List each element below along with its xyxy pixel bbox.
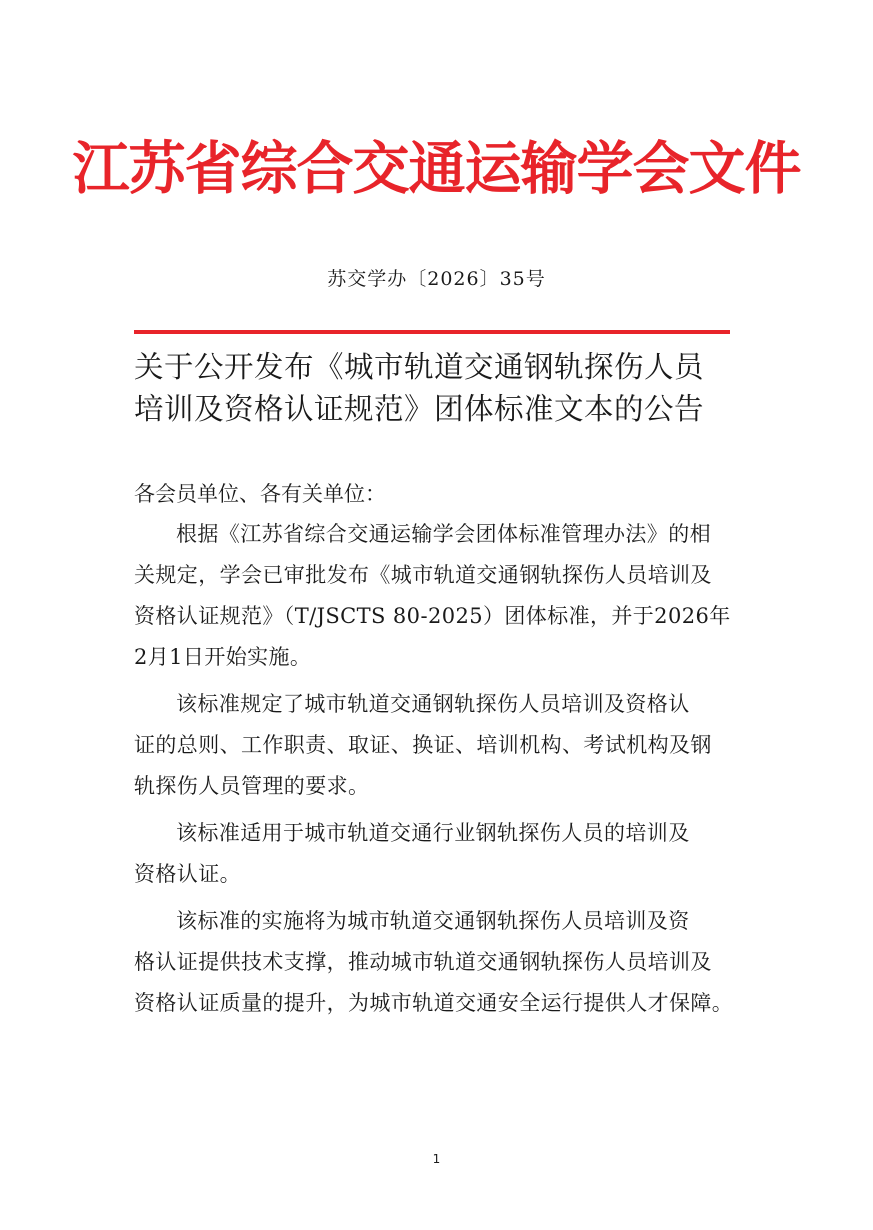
masthead-title: 江苏省综合交通运输学会文件 <box>72 135 801 202</box>
paragraph <box>134 514 744 678</box>
title-line: 关于公开发布《城市轨道交通钢轨探伤人员 <box>134 350 705 384</box>
salutation: 各会员单位、各有关单位： <box>134 482 386 506</box>
body-text <box>134 514 744 1030</box>
notice-title <box>134 346 744 430</box>
paragraph-line: 该标准适用于城市轨道交通行业钢轨探伤人员的培训及 <box>176 821 690 845</box>
paragraph-line: 格认证提供技术支撑，推动城市轨道交通钢轨探伤人员培训及 <box>134 950 712 974</box>
paragraph-line: 该标准的实施将为城市轨道交通钢轨探伤人员培训及资 <box>176 909 690 933</box>
paragraph <box>134 901 744 1024</box>
paragraph-line: 资格认证规范》（T/JSCTS 80-2025）团体标准，并于2026年 <box>134 604 731 628</box>
paragraph-line: 根据《江苏省综合交通运输学会团体标准管理办法》的相 <box>176 522 711 546</box>
paragraph <box>134 684 744 807</box>
paragraph-line: 该标准规定了城市轨道交通钢轨探伤人员培训及资格认 <box>176 692 690 716</box>
paragraph-line: 2月1日开始实施。 <box>134 645 312 669</box>
document-number: 苏交学办〔2026〕35号 <box>327 268 546 290</box>
paragraph-line: 资格认证。 <box>134 862 241 886</box>
page-number: 1 <box>432 1152 441 1166</box>
paragraph <box>134 813 744 895</box>
paragraph-line: 关规定，学会已审批发布《城市轨道交通钢轨探伤人员培训及 <box>134 563 712 587</box>
paragraph-line: 轨探伤人员管理的要求。 <box>134 774 370 798</box>
red-divider-line <box>134 330 730 334</box>
paragraph-line: 资格认证质量的提升，为城市轨道交通安全运行提供人才保障。 <box>134 991 734 1015</box>
paragraph-line: 证的总则、工作职责、取证、换证、培训机构、考试机构及钢 <box>134 733 712 757</box>
title-line: 培训及资格认证规范》团体标准文本的公告 <box>134 392 705 426</box>
